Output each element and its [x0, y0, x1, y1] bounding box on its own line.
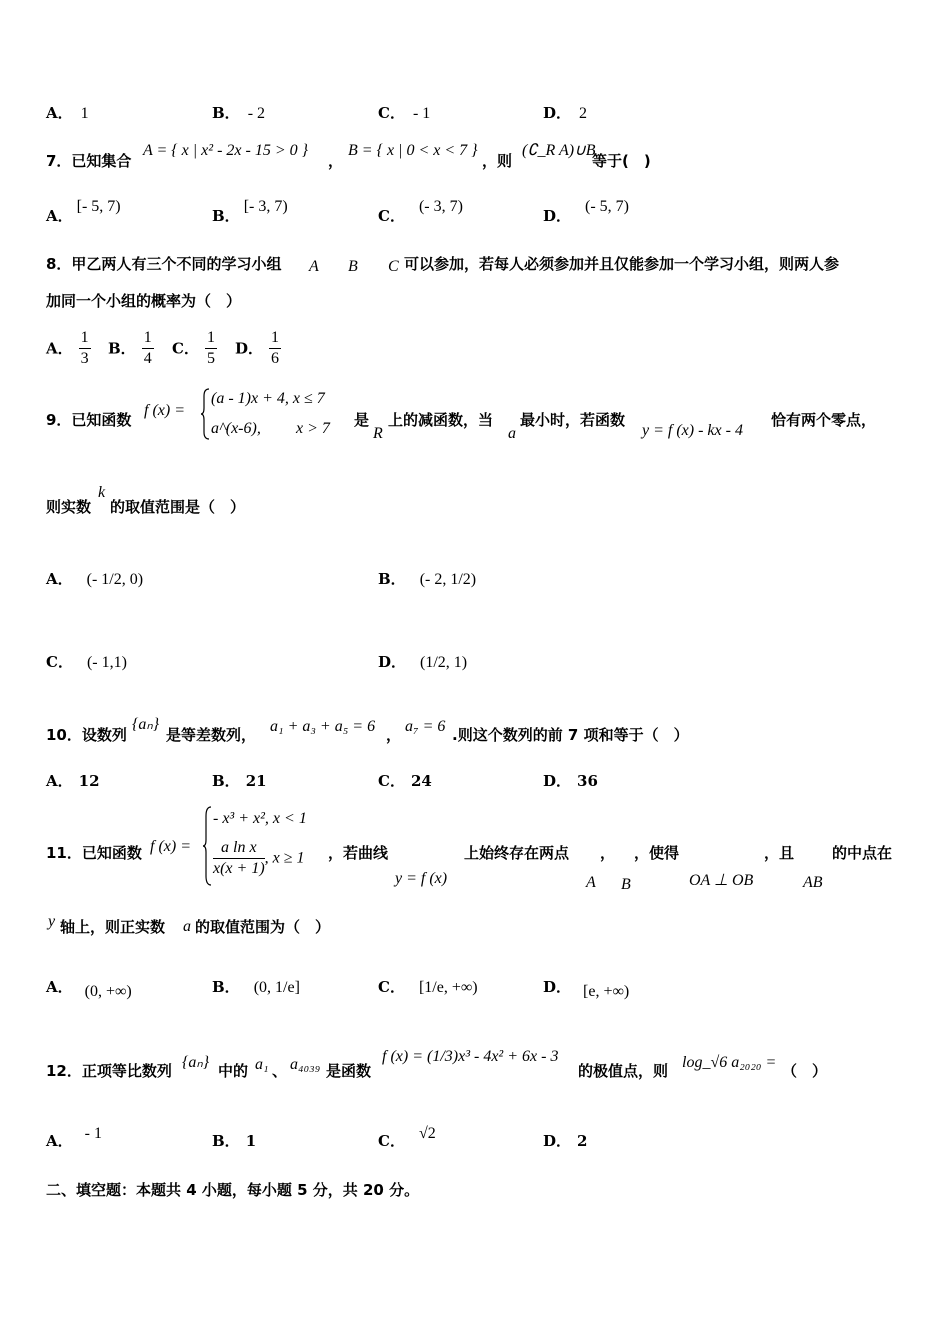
- q9-stem: 9．已知函数: [46, 411, 132, 429]
- q7-then: ，则: [482, 152, 513, 170]
- q11-t2: 上始终存在两点: [464, 844, 570, 862]
- q12-sep: 、: [272, 1062, 288, 1080]
- q12-option-b[interactable]: B． 1: [212, 1132, 257, 1150]
- q8-option-d[interactable]: D． $\frac{1}{6}$: [235, 329, 280, 367]
- q6-option-a[interactable]: A． 1: [46, 104, 89, 122]
- q7-tail: 等于( ): [592, 152, 651, 170]
- q7-stem: 7．已知集合: [46, 152, 132, 170]
- q6-option-d[interactable]: D． 2: [543, 104, 588, 122]
- q11-perp: OA ⊥ OB: [689, 872, 754, 889]
- q11-c1: ，: [600, 844, 616, 862]
- q10-option-a[interactable]: A． 12: [46, 772, 100, 790]
- q9-a: a: [508, 425, 516, 442]
- q11-case-2: $\frac{\text{a ln x}}{x(x + 1)}$ , x ≥ 1: [213, 839, 305, 877]
- q11-a: a: [183, 918, 191, 935]
- section-2-heading: 二、填空题：本题共 4 小题，每小题 5 分，共 20 分。: [46, 1181, 420, 1199]
- q11-fx: f (x) =: [150, 838, 191, 855]
- q11-curve: y = f (x): [395, 870, 448, 887]
- q9-fx: f (x) =: [144, 402, 185, 419]
- q10-option-d[interactable]: D． 36: [543, 772, 598, 790]
- q12-option-d[interactable]: D． 2: [543, 1132, 588, 1150]
- q7-option-d[interactable]: D．(- 5, 7): [543, 198, 629, 225]
- q9-mid: 上的减函数，当: [388, 411, 494, 429]
- q12-stem: 12．正项等比数列: [46, 1062, 172, 1080]
- q11-point-a: A: [586, 874, 596, 891]
- q7-comma: ，: [328, 152, 344, 170]
- q11-t1: ，若曲线: [328, 844, 389, 862]
- q10-option-b[interactable]: B． 21: [212, 772, 267, 790]
- q9-option-c[interactable]: C． (- 1,1): [46, 653, 127, 671]
- q12-a4039: a₄₀₃₉: [290, 1056, 321, 1073]
- q7-set-a: A = { x | x² - 2x - 15 > 0 }: [143, 142, 309, 159]
- q9-case-1: (a - 1)x + 4, x ≤ 7: [211, 390, 325, 407]
- q8-stem-2: 加同一个小组的概率为（ ）: [46, 292, 242, 310]
- q12-mid3: 的极值点，则: [578, 1062, 669, 1080]
- q9-r: R: [373, 425, 383, 442]
- q8-option-a[interactable]: A． $\frac{1}{3}$: [46, 329, 89, 367]
- q10-tail: .则这个数列的前 7 项和等于（ ）: [452, 726, 689, 744]
- q7-option-c[interactable]: C．(- 3, 7): [378, 198, 463, 225]
- q10-eq1: a₁ + a₃ + a₅ = 6: [270, 718, 376, 735]
- q11-option-a[interactable]: A． (0, +∞): [46, 978, 132, 1000]
- q8-stem-1b: 可以参加，若每人必须参加并且仅能参加一个学习小组，则两人参: [404, 255, 840, 273]
- q9-case-2-cond: x > 7: [296, 420, 330, 437]
- q11-y: y: [48, 913, 56, 930]
- q12-log: log_√6 a₂₀₂₀ =: [682, 1054, 777, 1071]
- q8-option-b[interactable]: B． $\frac{1}{4}$: [108, 329, 152, 367]
- q7-option-a[interactable]: A．[- 5, 7): [46, 198, 121, 225]
- q9-is: 是: [354, 411, 370, 429]
- q9-stem-2b: 的取值范围是（ ）: [110, 498, 246, 516]
- q11-t4: 的中点在: [832, 844, 893, 862]
- q7-option-b[interactable]: B．[- 3, 7): [212, 198, 288, 225]
- q9-option-b[interactable]: B． (- 2, 1/2): [378, 570, 477, 588]
- q9-tail: 恰有两个零点，: [771, 411, 877, 429]
- q9-option-d[interactable]: D． (1/2, 1): [378, 653, 468, 671]
- q12-mid: 中的: [218, 1062, 249, 1080]
- q12-tail: （ ）: [782, 1062, 828, 1080]
- q12-a1: a₁: [255, 1056, 269, 1073]
- q11-stem-2c: 的取值范围为（ ）: [195, 918, 331, 936]
- q6-option-c[interactable]: C． - 1: [378, 104, 431, 122]
- q9-case-2: a^(x-6),: [211, 420, 261, 437]
- q12-mid2: 是函数: [326, 1062, 372, 1080]
- q9-option-a[interactable]: A． (- 1/2, 0): [46, 570, 144, 588]
- q10-stem: 10．设数列: [46, 726, 127, 744]
- q9-brace: [200, 388, 210, 440]
- q11-case-1: - x³ + x², x < 1: [213, 810, 307, 827]
- q11-t3: ，且: [764, 844, 795, 862]
- q11-stem: 11．已知函数: [46, 844, 142, 862]
- q10-mid: 是等差数列，: [166, 726, 257, 744]
- q11-ab: AB: [803, 874, 823, 891]
- q11-option-d[interactable]: D． [e, +∞): [543, 978, 630, 1000]
- q11-stem-2b: 轴上，则正实数: [60, 918, 166, 936]
- q9-stem-2a: 则实数: [46, 498, 92, 516]
- q12-option-a[interactable]: A． - 1: [46, 1125, 102, 1150]
- q12-fx: f (x) = (1/3)x³ - 4x² + 6x - 3: [382, 1048, 559, 1065]
- q9-k: k: [98, 484, 106, 501]
- q8-group-b: B: [348, 258, 358, 275]
- q12-option-c[interactable]: C． √2: [378, 1125, 436, 1150]
- q8-option-c[interactable]: C． $\frac{1}{5}$: [172, 329, 215, 367]
- q9-g: y = f (x) - kx - 4: [642, 422, 743, 439]
- q11-c2: ，使得: [634, 844, 680, 862]
- q7-set-b: B = { x | 0 < x < 7 }: [348, 142, 478, 159]
- q11-point-b: B: [621, 876, 631, 893]
- q12-seq: {aₙ}: [182, 1054, 210, 1071]
- q8-group-c: C: [388, 258, 399, 275]
- q10-seq: {aₙ}: [132, 716, 160, 733]
- q8-group-a: A: [309, 258, 319, 275]
- q11-option-c[interactable]: C． [1/e, +∞): [378, 978, 478, 996]
- q9-mid2: 最小时，若函数: [520, 411, 626, 429]
- q6-option-b[interactable]: B． - 2: [212, 104, 266, 122]
- q10-comma: ，: [386, 726, 402, 744]
- q11-option-b[interactable]: B． (0, 1/e]: [212, 978, 300, 996]
- q7-expr: (∁_R A)∪B: [522, 142, 596, 159]
- q10-eq2: a₇ = 6: [405, 718, 446, 735]
- q11-brace: [202, 806, 212, 886]
- q8-stem-1: 8．甲乙两人有三个不同的学习小组: [46, 255, 282, 273]
- q10-option-c[interactable]: C． 24: [378, 772, 432, 790]
